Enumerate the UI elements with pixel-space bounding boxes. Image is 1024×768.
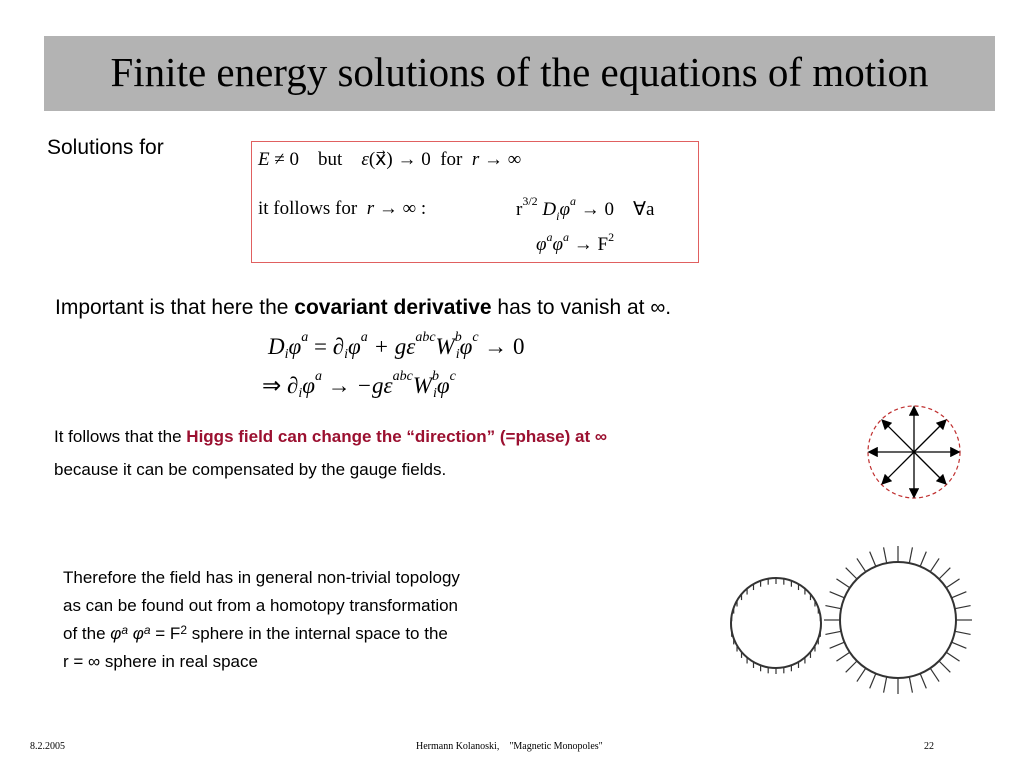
implied-equation: [262, 369, 456, 401]
to-f: → F: [573, 234, 609, 255]
monopole-field-rings-icon: [720, 545, 980, 705]
forall-a: ∀a: [633, 199, 655, 220]
gauge-compensation-text: because it can be compensated by the gauge fields.: [54, 460, 447, 479]
topology-paragraph: [63, 564, 460, 676]
follows-line: [258, 198, 426, 220]
phi-symbol: φ: [536, 234, 547, 255]
index-b: b: [454, 330, 462, 345]
for-text: for: [440, 149, 463, 170]
covariant-derivative-bold: covariant derivative: [294, 296, 492, 319]
index-c: c: [472, 330, 479, 345]
important-pre: Important is that here the: [55, 296, 295, 319]
important-statement: [55, 296, 671, 320]
topology-line-4: r = ∞ sphere in real space: [63, 652, 258, 671]
phi-symbol: φ: [110, 624, 122, 643]
phi-symbol: φ: [559, 199, 571, 220]
plus-g-epsilon: + gε: [367, 334, 416, 359]
to-infinity: → ∞ :: [378, 198, 427, 219]
index-a: a: [563, 230, 570, 244]
square-exponent: 2: [180, 623, 188, 637]
implies-partial: ⇒ ∂: [262, 373, 299, 398]
phi-symbol: φ: [552, 234, 564, 255]
topology-line-3-post: sphere in the internal space to the: [187, 624, 448, 643]
index-a: a: [143, 623, 151, 637]
phi-symbol: φ: [302, 373, 316, 398]
follows-text: it follows for: [258, 198, 358, 219]
power-exponent: 3/2: [522, 194, 538, 208]
derivative-condition: [516, 194, 655, 223]
topology-line-3: [63, 620, 460, 648]
r-power: r: [516, 199, 523, 220]
index-a: a: [315, 369, 323, 384]
radial-arrows-icon: [866, 404, 966, 504]
index-a: a: [301, 330, 309, 345]
title-bar: [44, 36, 995, 111]
index-i: i: [556, 209, 560, 223]
footer-date: 8.2.2005: [30, 741, 65, 752]
solutions-label: Solutions for: [47, 136, 164, 159]
w-symbol: W: [435, 334, 455, 359]
equals-f: = F: [150, 624, 181, 643]
to-infinity: → ∞: [484, 149, 522, 170]
footer-author: Hermann Kolanoski, "Magnetic Monopoles": [416, 741, 603, 752]
d-symbol: D: [542, 199, 557, 220]
to-zero: → 0: [397, 149, 431, 170]
topology-line-1: Therefore the field has in general non-trivial topology: [63, 568, 460, 587]
index-a: a: [121, 623, 129, 637]
norm-condition: [536, 230, 615, 256]
higgs-statement: [54, 427, 607, 447]
important-post: has to vanish at ∞.: [491, 296, 672, 319]
condition-line: [258, 148, 521, 171]
index-abc: abc: [392, 369, 413, 384]
index-a: a: [570, 194, 577, 208]
w-symbol: W: [412, 373, 432, 398]
index-b: b: [432, 369, 439, 384]
boundary-conditions-box: [251, 141, 699, 263]
phi-symbol: φ: [459, 334, 473, 359]
index-i: i: [433, 386, 437, 401]
page-number: 22: [924, 741, 934, 752]
higgs-pre: It follows that the: [54, 427, 187, 446]
covariant-derivative-equation: [268, 330, 525, 362]
index-i: i: [344, 347, 348, 362]
equals-partial: = ∂: [308, 334, 345, 359]
to-zero: → 0: [478, 334, 525, 359]
topology-line-3-pre: of the: [63, 624, 111, 643]
x-vector: (x⃗): [368, 149, 393, 170]
energy-symbol: E: [258, 149, 270, 170]
topology-line-2: as can be found out from a homotopy transformation: [63, 596, 459, 615]
index-i: i: [298, 386, 303, 401]
index-a: a: [360, 330, 368, 345]
to-zero: → 0: [580, 199, 615, 220]
but-text: but: [318, 149, 343, 170]
r-symbol: r: [471, 149, 480, 170]
index-i: i: [455, 347, 460, 362]
index-a: a: [546, 230, 553, 244]
index-c: c: [449, 369, 456, 384]
phi-symbol: φ: [347, 334, 361, 359]
epsilon-symbol: ε: [361, 149, 369, 170]
phi-symbol: φ: [436, 373, 450, 398]
to-minus-g-epsilon: → −gε: [322, 373, 393, 398]
phi-symbol: φ: [132, 624, 144, 643]
square-exponent: 2: [608, 230, 615, 244]
d-symbol: D: [268, 334, 285, 359]
index-abc: abc: [415, 330, 436, 345]
index-i: i: [284, 347, 289, 362]
higgs-highlight: Higgs field can change the “direction” (=phase) at ∞: [186, 427, 607, 446]
r-symbol: r: [366, 198, 375, 219]
phi-symbol: φ: [288, 334, 302, 359]
neq-zero: ≠ 0: [274, 149, 300, 170]
page-title: Finite energy solutions of the equations of motion: [110, 49, 929, 95]
